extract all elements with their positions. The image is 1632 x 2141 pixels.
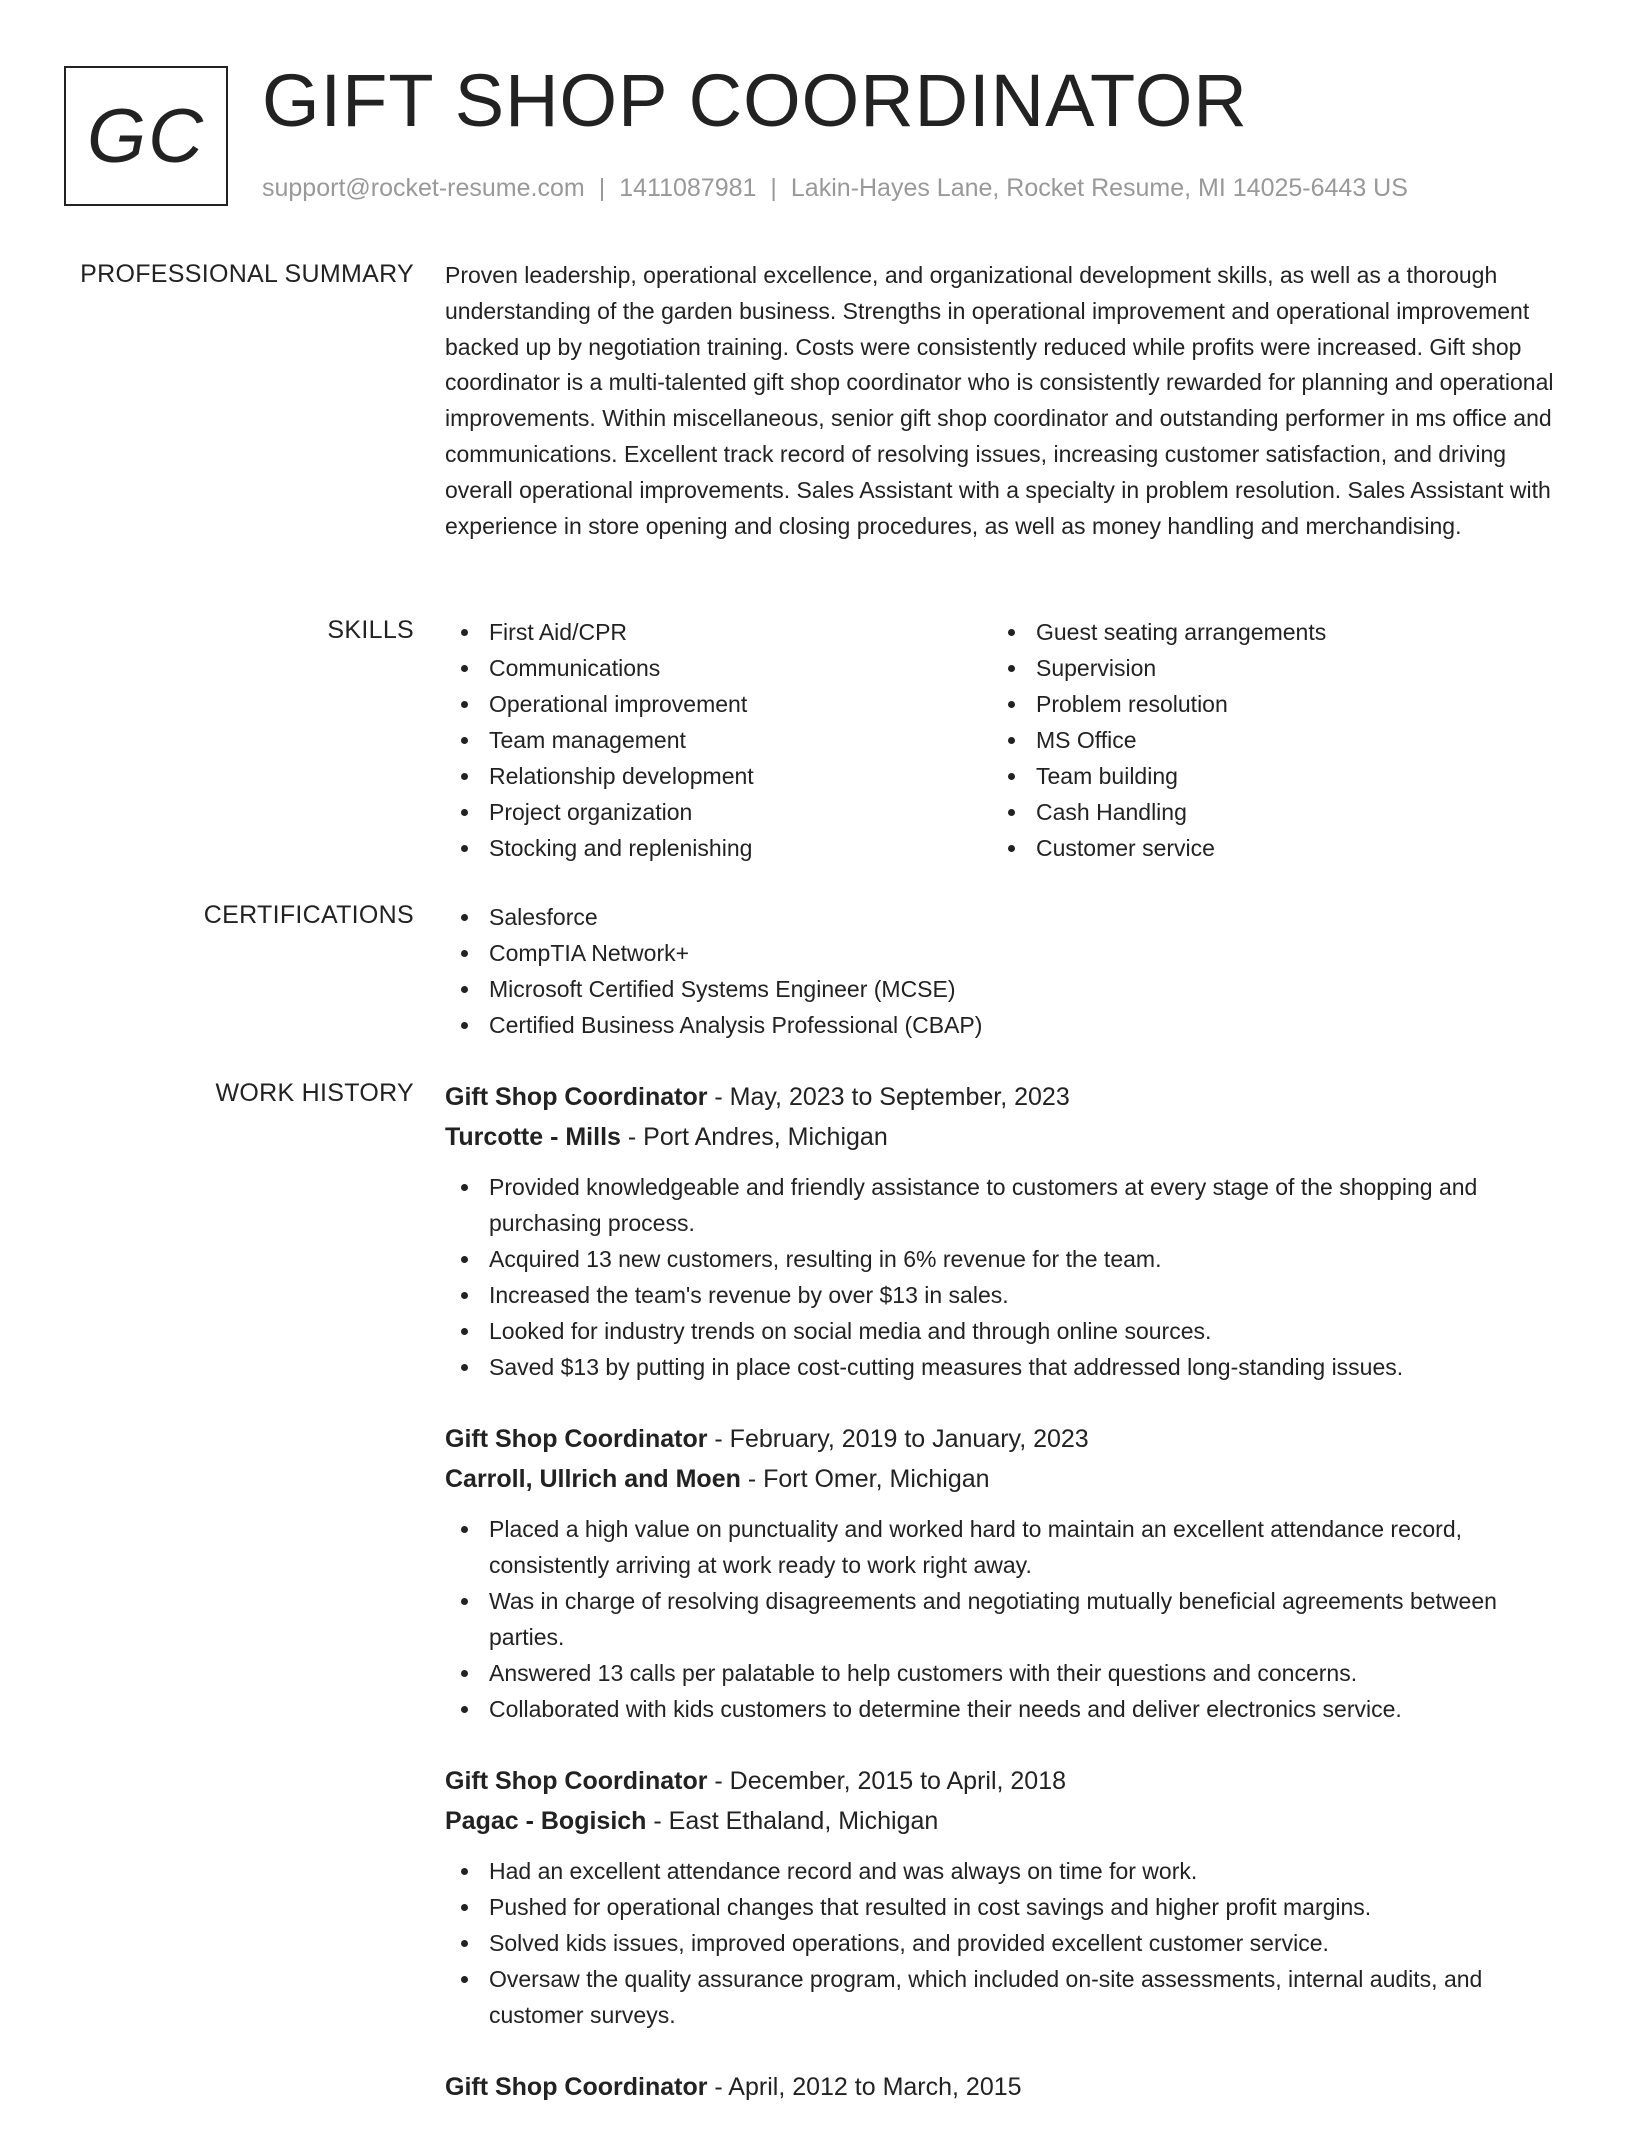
skill-item: Problem resolution [992,686,1539,722]
job-company-line [445,1459,1565,1499]
job-bullet: Provided knowledgeable and friendly assistance to customers at every stage of the shopping and purchasing process. [445,1169,1565,1241]
job-company: Turcotte - Mills [445,1123,621,1151]
monogram-initials: GC [87,93,205,179]
skill-item: Team management [445,722,992,758]
certification-item: Microsoft Certified Systems Engineer (MCSE) [445,971,1565,1007]
skill-item: Relationship development [445,758,992,794]
skill-item: MS Office [992,722,1539,758]
job-bullet: Pushed for operational changes that resulted in cost savings and higher profit margins. [445,1889,1565,1925]
job-title: Gift Shop Coordinator [445,1083,708,1111]
contact-address: Lakin-Hayes Lane, Rocket Resume, MI 14025-6443 US [790,174,1408,202]
job-location: - Fort Omer, Michigan [740,1465,990,1493]
work-history-body [445,1077,1565,2141]
certifications-heading: CERTIFICATIONS [203,901,414,929]
job-entry [445,1419,1565,1727]
job-bullets [445,1853,1565,2033]
skill-item: First Aid/CPR [445,614,992,650]
job-entry [445,1077,1565,1385]
contact-separator: | [770,174,777,202]
job-location: - East Ethaland, Michigan [646,1807,939,1835]
job-title: Gift Shop Coordinator [445,1767,708,1795]
work-history-heading: WORK HISTORY [215,1079,414,1107]
job-bullet: Collaborated with kids customers to determine their needs and deliver electronics service. [445,1691,1565,1727]
certification-item: Salesforce [445,899,1565,935]
job-company-line [445,1117,1565,1157]
job-bullet: Was in charge of resolving disagreements and negotiating mutually beneficial agreements between parties. [445,1583,1565,1655]
job-bullet: Increased the team's revenue by over $13 in sales. [445,1277,1565,1313]
job-bullets [445,1511,1565,1727]
job-company: Pagac - Bogisich [445,1807,647,1835]
job-bullet: Answered 13 calls per palatable to help customers with their questions and concerns. [445,1655,1565,1691]
skill-item: Supervision [992,650,1539,686]
contact-separator: | [598,174,606,202]
skill-item: Cash Handling [992,794,1539,830]
job-bullet: Placed a high value on punctuality and worked hard to maintain an excellent attendance record, consistently arriving at work ready to work right away. [445,1511,1565,1583]
job-dates: - February, 2019 to January, 2023 [707,1425,1089,1453]
certifications-list [445,899,1565,1043]
job-title: Gift Shop Coordinator [445,2073,708,2101]
job-bullet: Oversaw the quality assurance program, which included on-site assessments, internal audits, and customer surveys. [445,1961,1565,2033]
job-bullet: Acquired 13 new customers, resulting in 6% revenue for the team. [445,1241,1565,1277]
job-bullet: Looked for industry trends on social media and through online sources. [445,1313,1565,1349]
skill-item: Stocking and replenishing [445,830,992,866]
skill-item: Project organization [445,794,992,830]
job-title-line [445,1761,1565,1801]
job-title-line [445,1419,1565,1459]
summary-text: Proven leadership, operational excellence, and organizational development skills, as well as a thorough understanding of the garden business. Strengths in operational improvement and operational improvement backed up by negotiation training. Costs were consistently reduced while profits were increased. Gift shop coordinator is a multi-talented gift shop coordinator who is consistently rewarded for planning and operational improvements. Within miscellaneous, senior gift shop coordinator and outstanding performer in ms office and communications. Excellent track record of resolving issues, increasing customer satisfaction, and driving overall operational improvements. Sales Assistant with a specialty in problem resolution. Sales Assistant with experience in store opening and closing procedures, as well as money handling and merchandising. [445,262,1554,539]
summary-heading: PROFESSIONAL SUMMARY [80,260,414,288]
certification-item: CompTIA Network+ [445,935,1565,971]
job-bullet: Had an excellent attendance record and was always on time for work. [445,1853,1565,1889]
skills-list-right [992,614,1539,866]
job-title-line [445,1077,1565,1117]
certification-item: Certified Business Analysis Professional (CBAP) [445,1007,1565,1043]
skill-item: Communications [445,650,992,686]
job-bullet: Saved $13 by putting in place cost-cutting measures that addressed long-standing issues. [445,1349,1565,1385]
skills-heading: SKILLS [327,616,414,644]
contact-line [262,174,1408,203]
job-entry [445,2067,1565,2107]
job-bullet: Solved kids issues, improved operations, and provided excellent customer service. [445,1925,1565,1961]
job-company: Carroll, Ullrich and Moen [445,1465,741,1493]
job-title: Gift Shop Coordinator [445,1425,708,1453]
job-company-line [445,1801,1565,1841]
skill-item: Team building [992,758,1539,794]
job-dates: - December, 2015 to April, 2018 [707,1767,1067,1795]
contact-email: support@rocket-resume.com [262,174,585,202]
skill-item: Guest seating arrangements [992,614,1539,650]
job-bullets [445,1169,1565,1385]
resume-title: GIFT SHOP COORDINATOR [262,59,1248,142]
job-location: - Port Andres, Michigan [620,1123,888,1151]
skill-item: Customer service [992,830,1539,866]
job-dates: - May, 2023 to September, 2023 [707,1083,1070,1111]
monogram-box [64,66,228,206]
job-title-line [445,2067,1565,2107]
summary-body [445,258,1565,544]
skills-list-left [445,614,992,866]
job-entry [445,1761,1565,2033]
skills-body [445,614,1565,866]
job-dates: - April, 2012 to March, 2015 [707,2073,1022,2101]
skill-item: Operational improvement [445,686,992,722]
certifications-body [445,899,1565,1043]
contact-phone: 1411087981 [619,174,757,202]
